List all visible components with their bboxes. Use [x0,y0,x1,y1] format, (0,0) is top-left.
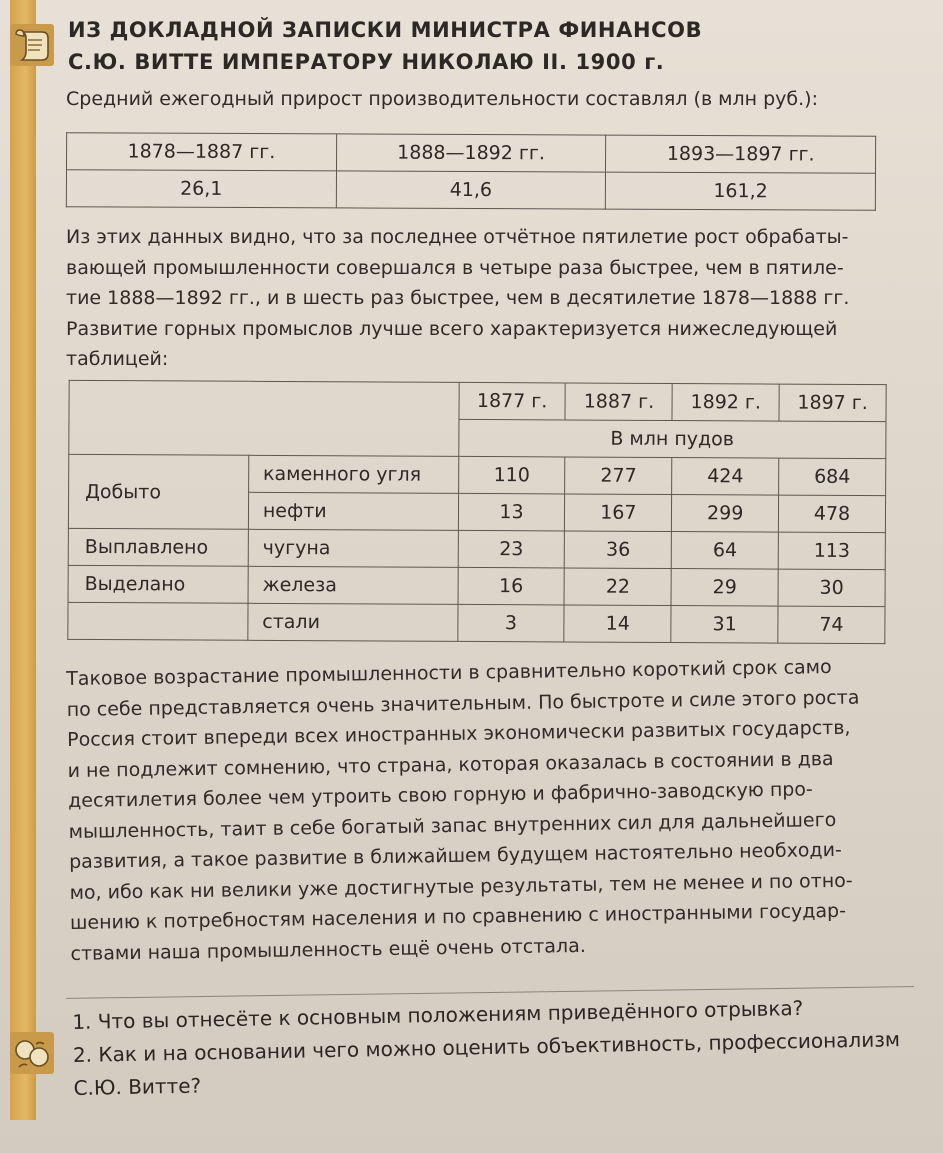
table-cell: 424 [672,458,779,496]
table-header-cell: 1877 г. [459,382,566,420]
paragraph-line: мо, ибо как ни велики уже достигнутые результаты, тем не менее и по отно- [69,869,853,904]
scroll-icon [8,22,56,68]
paragraph-line: шению к потребностям населения и по сравнению с иностранными государ- [69,899,847,934]
table-row [66,170,875,211]
paragraph-line: Развитие горных промыслов лучше всего характеризуется нижеследующей [66,317,838,340]
table-cell: 113 [778,532,885,570]
table-corner-cell [69,380,459,456]
table-cell: 167 [565,494,672,532]
table-row [69,380,886,421]
table-cell: 161,2 [606,172,876,210]
row-item-label: чугуна [248,529,458,567]
table-cell: 29 [671,569,778,607]
table-cell: 22 [564,568,671,606]
intro-text [66,84,896,115]
table-cell: 299 [672,495,779,533]
paragraph-line: Таковое возрастание промышленности в сравнительно короткий срок само [66,655,832,690]
row-group-label [68,602,248,640]
table-cell: 41,6 [336,171,606,209]
paragraph-line: по себе представляется очень значительным. По быстроте и силе этого роста [66,686,860,721]
table-row [68,565,885,606]
row-group-label: Выделано [68,565,248,603]
question-icon [8,1030,56,1076]
paragraph-line: и не подлежит сомнению, что страна, которая оказалась в состоянии в два [67,747,834,782]
paragraph-line: ствами наша промышленность ещё очень отстала. [70,934,586,965]
table-cell: 13 [458,493,565,531]
heading-line-1: ИЗ ДОКЛАДНОЙ ЗАПИСКИ МИНИСТРА ФИНАНСОВ [68,18,703,42]
table-cell: 14 [564,605,671,643]
paragraph-line: таблицей: [66,348,169,370]
questions-block [72,990,924,1105]
row-item-label: нефти [248,492,458,530]
table-cell: 16 [458,567,565,605]
paragraph-line: Из этих данных видно, что за последнее отчётное пятилетие рост обрабаты- [66,226,849,248]
table-cell: 31 [671,606,778,644]
paragraph-1 [66,222,896,375]
table-cell: 110 [458,456,565,494]
paragraph-line: развития, а такое развитие в ближайшем будущем настоятельно необходи- [68,838,842,873]
table-header-cell: 1887 г. [565,383,672,421]
row-group-label: Выплавлено [68,528,248,566]
table-header-cell: 1892 г. [672,384,779,422]
table-cell: 36 [565,531,672,569]
table-row [68,602,885,643]
mining-table [67,380,886,644]
paragraph-line: десятилетия более чем утроить свою горную и фабрично-заводскую про- [67,778,813,812]
table-cell: 26,1 [66,170,336,208]
production-table [66,132,876,211]
table-cell: 64 [671,532,778,570]
table-cell: 684 [779,458,886,496]
table-cell: 277 [565,457,672,495]
row-item-label: железа [248,566,458,604]
paragraph-line: Россия стоит впереди всех иностранных экономически развитых государств, [67,716,851,751]
table-cell: 30 [778,569,885,607]
table-row [68,528,885,569]
question-line: 2. Как и на основании чего можно оценить объективность, профессионализм [72,1027,901,1067]
table-header-cell: 1888—1892 гг. [336,134,606,172]
table-header-cell: 1878—1887 гг. [67,133,337,171]
unit-cell: В млн пудов [458,419,886,458]
paragraph-line: вающей промышленности совершался в четыре раза быстрее, чем в пятиле- [66,256,844,279]
table-row [69,454,886,495]
table-header-cell: 1893—1897 гг. [606,135,876,173]
table-header-cell: 1897 г. [779,384,886,422]
row-item-label: каменного угля [248,455,458,493]
table-row [67,133,876,174]
question-line: С.Ю. Витте? [73,1073,202,1100]
row-item-label: стали [248,603,458,641]
question-line: 1. Что вы отнесёте к основным положениям приведённого отрывка? [72,995,804,1034]
paragraph-line: мышленность, таит в себе богатый запас внутренних сил для дальнейшего [68,808,837,843]
paragraph-2 [66,651,901,969]
table-cell: 478 [779,495,886,533]
paragraph-line: тие 1888—1892 гг., и в шесть раз быстрее, чем в десятилетие 1878—1888 гг. [66,287,850,309]
heading-line-2: С.Ю. ВИТТЕ ИМПЕРАТОРУ НИКОЛАЮ II. 1900 г. [68,50,665,74]
document-heading [68,14,888,78]
table-cell: 3 [457,604,564,642]
side-accent-bar [10,0,36,1120]
table-cell: 23 [458,530,565,568]
row-group-label: Добыто [68,454,248,529]
intro-line: Средний ежегодный прирост производительности составлял (в млн руб.): [66,88,818,110]
table-cell: 74 [778,606,885,644]
